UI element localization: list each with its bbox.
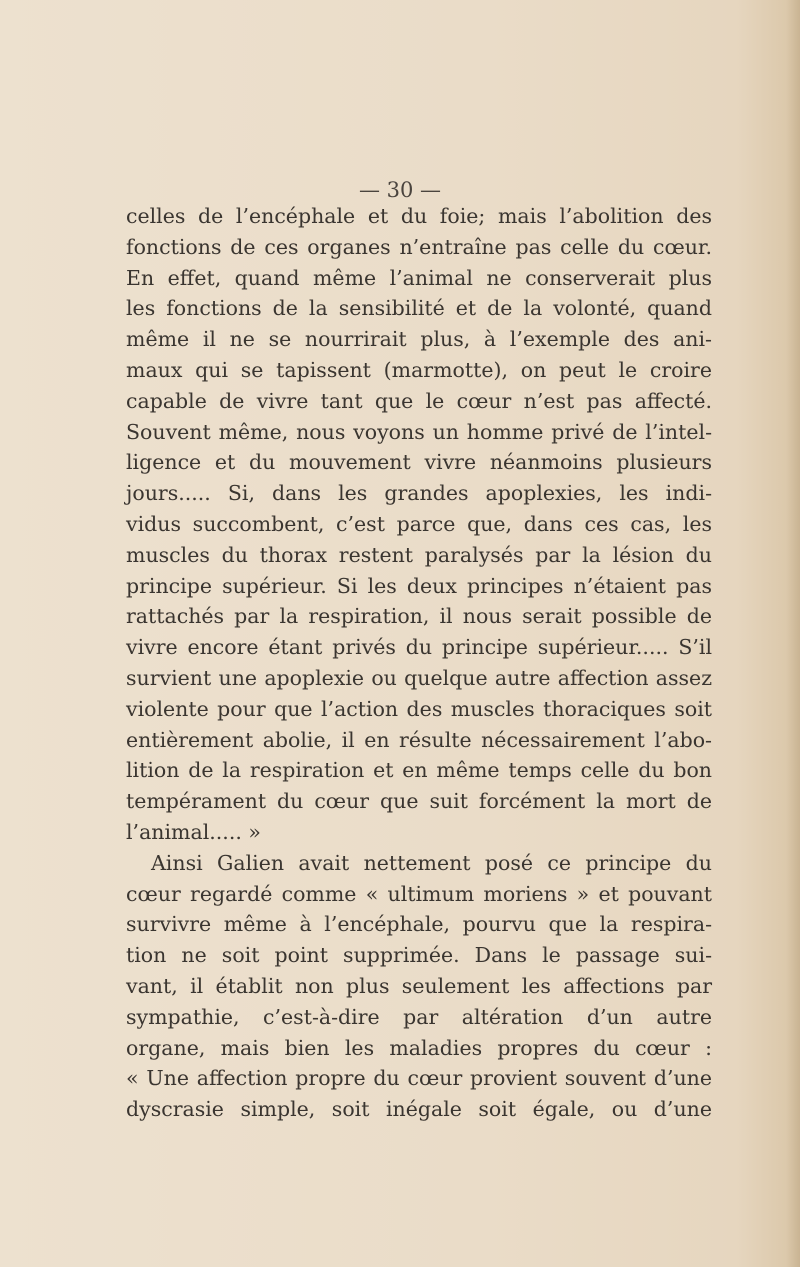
text-line: entièrement abolie, il en résulte nécessairement l’abo- xyxy=(126,727,712,752)
text-line: rattachés par la respiration, il nous serait possible de xyxy=(126,604,712,629)
text-line: muscles du thorax restent paralysés par la lésion du xyxy=(126,542,712,567)
text-line: organe, mais bien les maladies propres du cœur : xyxy=(126,1035,712,1060)
text-line: Souvent même, nous voyons un homme privé de l’intel- xyxy=(126,419,712,444)
text-line: cœur regardé comme « ultimum moriens » et pouvant xyxy=(126,881,712,906)
page-number: — 30 — xyxy=(358,178,442,202)
text-line: vant, il établit non plus seulement les affections par xyxy=(126,973,712,998)
text-line: En effet, quand même l’animal ne conserverait plus xyxy=(126,265,712,290)
text-line: dyscrasie simple, soit inégale soit égale, ou d’une xyxy=(126,1097,712,1122)
text-line: même il ne se nourrirait plus, à l’exemple des ani- xyxy=(126,327,712,352)
body-text xyxy=(126,201,712,1125)
text-line: maux qui se tapissent (marmotte), on peut le croire xyxy=(126,357,712,382)
text-line: survivre même à l’encéphale, pourvu que la respira- xyxy=(126,912,712,937)
text-line: fonctions de ces organes n’entraîne pas celle du cœur. xyxy=(126,234,712,259)
text-line: jours..... Si, dans les grandes apoplexies, les indi- xyxy=(126,481,712,506)
text-line: tion ne soit point supprimée. Dans le passage sui- xyxy=(126,943,712,968)
text-line: capable de vivre tant que le cœur n’est pas affecté. xyxy=(126,388,712,413)
text-line: lition de la respiration et en même temps celle du bon xyxy=(126,758,712,783)
text-line: principe supérieur. Si les deux principes n’étaient pas xyxy=(126,573,712,598)
text-line: « Une affection propre du cœur provient souvent d’une xyxy=(126,1066,712,1091)
text-line: vivre encore étant privés du principe supérieur..... S’il xyxy=(126,635,712,660)
text-line: les fonctions de la sensibilité et de la volonté, quand xyxy=(126,296,712,321)
text-line: violente pour que l’action des muscles thoraciques soit xyxy=(126,696,712,721)
text-line: tempérament du cœur que suit forcément la mort de xyxy=(126,789,712,814)
text-line: celles de l’encéphale et du foie; mais l’abolition des xyxy=(126,204,712,228)
text-line: vidus succombent, c’est parce que, dans ces cas, les xyxy=(126,511,712,536)
text-line: sympathie, c’est-à-dire par altération d’un autre xyxy=(126,1004,712,1029)
text-line: Ainsi Galien avait nettement posé ce principe du xyxy=(151,850,712,875)
text-line: survient une apoplexie ou quelque autre affection assez xyxy=(126,665,712,690)
text-line: ligence et du mouvement vivre néanmoins plusieurs xyxy=(126,450,712,475)
text-line: l’animal..... » xyxy=(126,819,261,844)
